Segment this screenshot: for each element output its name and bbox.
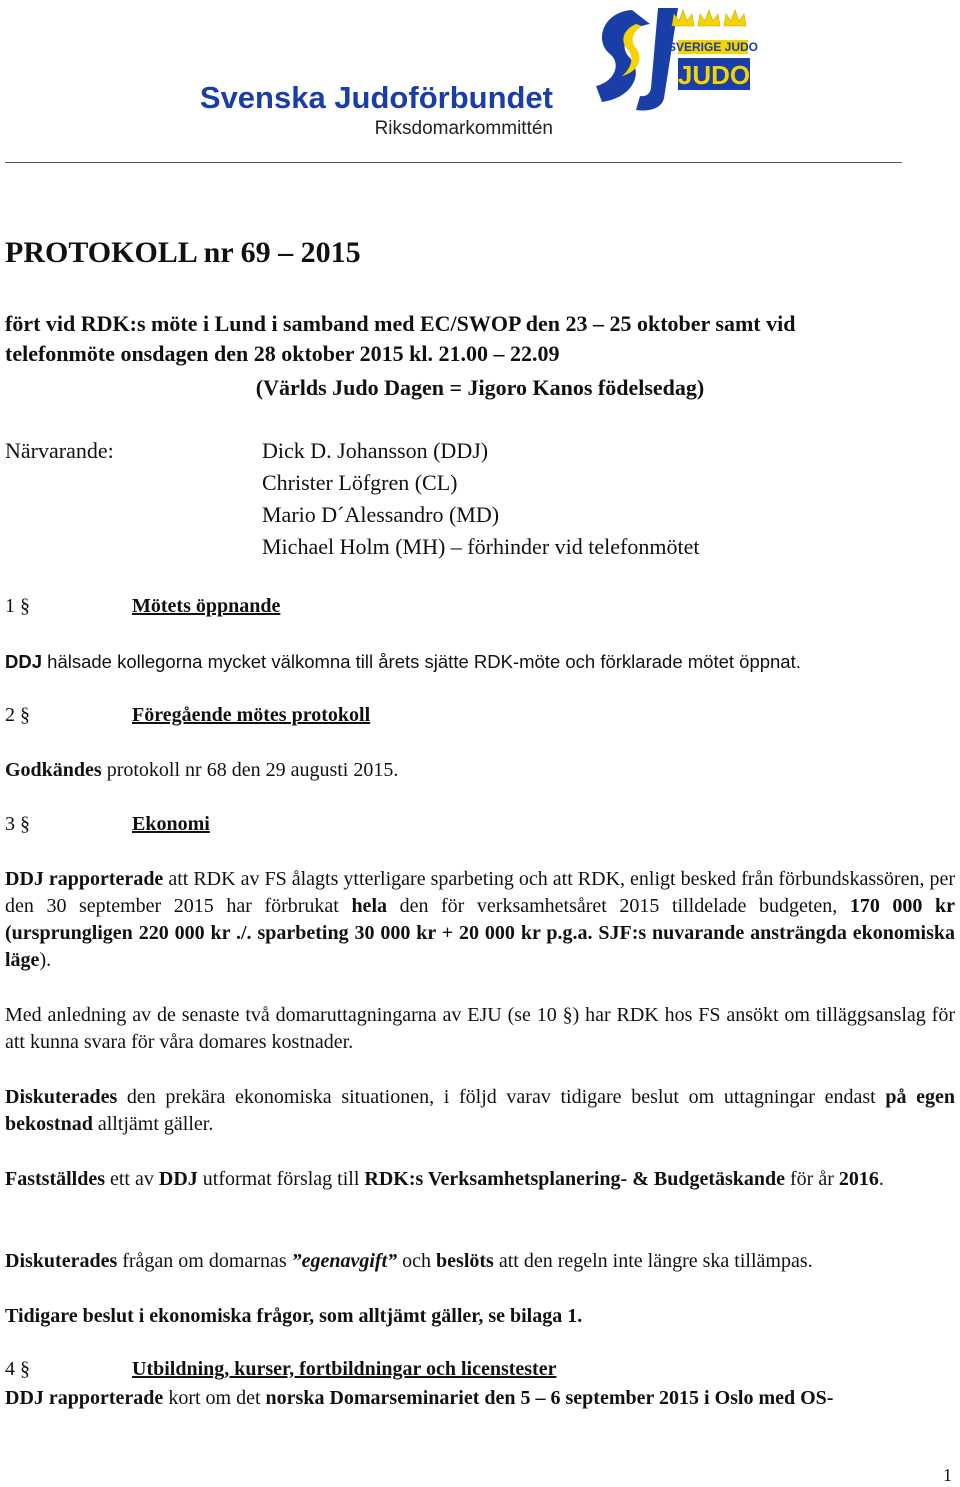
- logo-text: SVERIGE JUDO: [667, 40, 759, 54]
- text-bold: DDJ: [5, 651, 43, 672]
- section-4-paragraph: [5, 1385, 955, 1412]
- section-title: Mötets öppnande: [132, 595, 281, 617]
- org-subname: Riksdomarkommittén: [374, 118, 553, 139]
- section-3-paragraph-4: [5, 1166, 955, 1193]
- sverige-judo-logo-graphic: [592, 2, 762, 114]
- text: kort om det: [163, 1387, 266, 1409]
- section-3-paragraph-1: [5, 866, 955, 974]
- logo-judo-word: JUDO: [677, 60, 751, 90]
- section-number: 2 §: [5, 704, 30, 726]
- attendee: Christer Löfgren (CL): [262, 470, 458, 495]
- text: att RDK av FS ålagts ytterligare sparbeting och att RDK, enligt besked från förbundskassören, per den 30 september 2015 har förbrukat: [5, 868, 955, 917]
- text: utformat förslag till: [197, 1168, 365, 1190]
- text-bold: 2016: [838, 1168, 879, 1190]
- text-bold: Diskuterades: [5, 1086, 118, 1108]
- section-number: 4 §: [5, 1358, 30, 1380]
- text-bold: DDJ: [158, 1168, 198, 1190]
- text: och: [397, 1250, 437, 1272]
- text-bold: RDK:s Verksamhetsplanering- & Budgetäskande: [364, 1168, 786, 1190]
- text-bold: Diskuterades: [5, 1250, 118, 1272]
- text: för år: [785, 1168, 839, 1190]
- text-bold-italic: ”egenavgift”: [291, 1250, 398, 1272]
- attendee: Michael Holm (MH) – förhinder vid telefonmötet: [262, 534, 700, 559]
- section-number: 1 §: [5, 595, 30, 617]
- text: protokoll nr 68 den 29 augusti 2015.: [101, 759, 399, 781]
- text-bold: DDJ rapporterade: [5, 1387, 164, 1409]
- text-bold: Godkändes: [5, 759, 102, 781]
- attendance-label: Närvarande:: [5, 438, 114, 463]
- text: den prekära ekonomiska situationen, i följd varav tidigare beslut om uttagningar endast: [117, 1086, 886, 1108]
- text: ett av: [105, 1168, 159, 1190]
- text-bold: på egen bekostnad: [5, 1086, 955, 1135]
- section-title: Utbildning, kurser, fortbildningar och licenstester: [132, 1358, 557, 1380]
- text-bold: beslöts: [436, 1250, 494, 1272]
- text: den för verksamhetsåret 2015 tilldelade budgeten,: [387, 895, 850, 917]
- text-bold: hela: [351, 895, 387, 917]
- text: frågan om domarnas: [117, 1250, 292, 1272]
- section-title: Ekonomi: [132, 813, 210, 835]
- attendee: Dick D. Johansson (DDJ): [262, 438, 489, 463]
- organization-header: [200, 80, 553, 142]
- header-divider: [5, 162, 902, 163]
- section-1-paragraph: [5, 648, 955, 675]
- text-bold: DDJ rapporterade: [5, 868, 164, 890]
- attendee: Mario D´Alessandro (MD): [262, 502, 500, 527]
- section-2-paragraph: [5, 757, 955, 784]
- text: att den regeln inte längre ska tillämpas.: [493, 1250, 813, 1272]
- section-title: Föregående mötes protokoll: [132, 704, 371, 726]
- subtitle-line-3: (Världs Judo Dagen = Jigoro Kanos födelsedag): [255, 375, 705, 400]
- page-number: 1: [943, 1465, 952, 1485]
- text: hälsade kollegorna mycket välkomna till årets sjätte RDK-möte och förklarade mötet öppnat.: [42, 651, 801, 672]
- text: alltjämt gäller.: [92, 1113, 214, 1135]
- text: .: [878, 1168, 884, 1190]
- org-name: Svenska Judoförbundet: [199, 80, 553, 115]
- section-3-paragraph-5: [5, 1248, 955, 1275]
- section-3-paragraph-2: Med anledning av de senaste två domaruttagningarna av EJU (se 10 §) har RDK hos FS ansökt om tilläggsanslag för att kunna svara för våra domares kostnader.: [5, 1004, 955, 1053]
- sverige-judo-logo: [592, 2, 762, 114]
- subtitle-line-1: fört vid RDK:s möte i Lund i samband med EC/SWOP den 23 – 25 oktober samt vid: [5, 311, 796, 336]
- document-title: PROTOKOLL nr 69 – 2015: [5, 236, 361, 269]
- section-number: 3 §: [5, 813, 30, 835]
- text-bold: 170 000 kr (ursprungligen 220 000 kr ./. sparbeting 30 000 kr + 20 000 kr p.g.a. SJF:s nuvarande ansträngda ekonomiska läge: [5, 895, 955, 971]
- text-bold: Fastställdes: [5, 1168, 105, 1190]
- subtitle-line-2: telefonmöte onsdagen den 28 oktober 2015 kl. 21.00 – 22.09: [5, 341, 560, 366]
- text: ).: [39, 949, 52, 971]
- text-bold: norska Domarseminariet den 5 – 6 september 2015 i Oslo med OS-: [265, 1387, 834, 1409]
- section-3-paragraph-3: [5, 1084, 955, 1138]
- section-3-paragraph-6: Tidigare beslut i ekonomiska frågor, som alltjämt gäller, se bilaga 1.: [5, 1305, 583, 1327]
